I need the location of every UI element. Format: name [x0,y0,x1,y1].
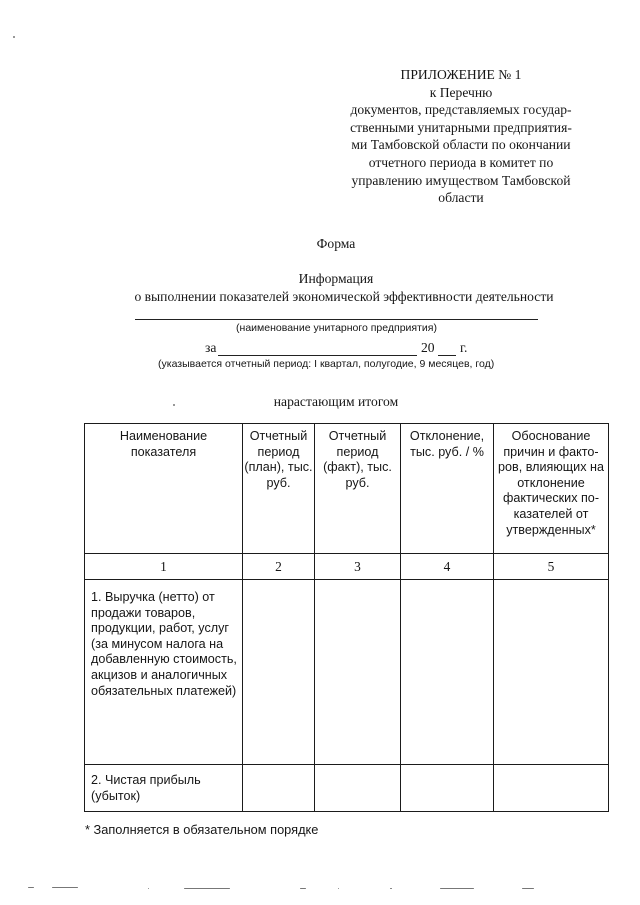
indicators-table [84,423,609,812]
scan-speck [390,888,392,889]
column-number-cell: 2 [243,554,315,580]
appendix-line: ми Тамбовской области по окончании [351,137,571,153]
indicator-name-cell: 1. Выручка (нетто) от продажи товаров, продукции, работ, услуг (за минусом налога на добавленную стоимость, акцизов и аналогичных обязательных платежей) [85,580,243,765]
plan-value-cell [243,765,315,812]
appendix-line: отчетного периода в комитет по [368,154,554,170]
period-suffix: г. [460,340,468,355]
appendix-line: документов, представляемых государ- [350,102,572,118]
deviation-value-cell [401,765,494,812]
appendix-line: ственными унитарными предприятия- [350,119,572,135]
enterprise-name-line [135,319,538,320]
column-number-cell: 1 [85,554,243,580]
header-cell: Отчетный период (план), тыс. руб. [243,424,315,554]
header-cell: Отклонение, тыс. руб. / % [401,424,494,554]
scan-speck [522,888,534,889]
column-number-cell: 5 [494,554,609,580]
cumulative-label: нарастающим итогом [273,394,399,409]
year-line [438,355,456,356]
appendix-line: к Перечню [429,84,493,100]
header-cell: Обоснование причин и факто-ров, влияющих на отклонение фактических по-казателей от утвержденных* [494,424,609,554]
fact-value-cell [315,765,401,812]
scan-speck [338,888,339,889]
table-row [85,580,609,765]
scan-speck [173,404,175,406]
scan-speck [28,887,34,888]
column-number-cell: 4 [401,554,494,580]
appendix-line: области [438,190,484,206]
table-header-row [85,424,609,554]
scan-speck [184,888,230,889]
period-year-prefix: 20 [421,340,435,355]
justification-cell [494,580,609,765]
scan-speck [148,888,149,889]
appendix-title: ПРИЛОЖЕНИЕ № 1 [400,67,522,82]
period-prefix: за [205,340,217,355]
table-row [85,765,609,812]
scan-speck [13,36,15,38]
period-caption: (указывается отчетный период: I квартал, полугодие, 9 месяцев, год) [158,358,495,370]
table-number-row [85,554,609,580]
period-line [218,355,417,356]
appendix-block [330,66,592,207]
form-label: Форма [316,236,356,251]
appendix-line: управлению имуществом Тамбовской [351,172,571,188]
document-title: Информация [298,271,374,286]
header-cell: Отчетный период (факт), тыс. руб. [315,424,401,554]
footnote: * Заполняется в обязательном порядке [85,822,319,837]
justification-cell [494,765,609,812]
enterprise-caption: (наименование унитарного предприятия) [236,322,437,334]
deviation-value-cell [401,580,494,765]
scan-speck [52,887,78,888]
scan-speck [300,888,306,889]
header-cell: Наименование показателя [85,424,243,554]
scan-speck [440,888,474,889]
indicator-name-cell: 2. Чистая прибыль (убыток) [85,765,243,812]
document-subtitle: о выполнении показателей экономической эффективности деятельности [134,289,554,304]
fact-value-cell [315,580,401,765]
plan-value-cell [243,580,315,765]
column-number-cell: 3 [315,554,401,580]
